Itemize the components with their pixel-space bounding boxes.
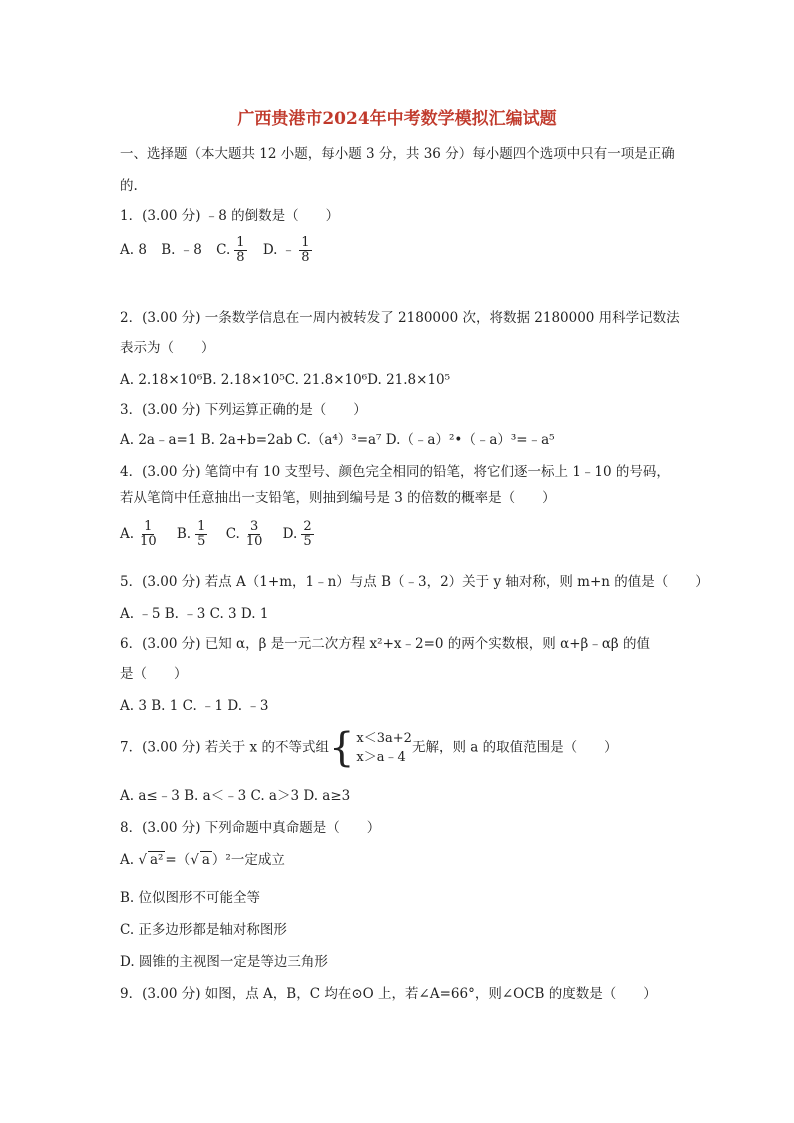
q8-option-a-label: A. [120,852,135,868]
q7-stem [120,725,618,771]
section-header-line1: 一、选择题（本大题共 12 小题，每小题 3 分，共 36 分）每小题四个选项中只有一项是正确 [120,146,675,162]
q4-options [120,520,328,549]
q7-stem-pre: 7．(3.00 分) 若关于 x 的不等式组 [120,739,329,756]
q4-stem-line2: 若从笔筒中任意抽出一支铅笔，则抽到编号是 3 的倍数的概率是（ ） [120,490,556,506]
q4-option-b [176,519,212,549]
q1-stem: 1．(3.00 分) ﹣8 的倒数是（ ） [120,208,340,224]
left-brace: { [328,725,355,771]
page-title: 广西贵港市2024年中考数学模拟汇编试题 [237,109,557,129]
q8-option-a-mid: =（ [165,852,191,868]
q2-stem-line2: 表示为（ ） [120,340,215,356]
q5-options: A. ﹣5 B. ﹣3 C. 3 D. 1 [120,606,269,622]
q4-option-a-fraction [138,520,159,549]
q1-option-d-label: D. ﹣ [262,242,296,258]
fraction-denominator: 10 [245,534,263,549]
fraction-numerator: 2 [303,519,312,534]
q4-option-c [225,519,269,549]
q1-option-c-label: C. [216,242,231,258]
fraction-denominator: 8 [236,250,245,265]
q4-option-c-label: C. [225,526,240,542]
fraction-denominator: 5 [197,534,206,549]
fraction-numerator: 1 [197,519,206,534]
q8-option-b: B. 位似图形不可能全等 [120,890,261,906]
radicand: a² [149,852,164,868]
fraction-denominator: 8 [301,250,310,265]
q3-options: A. 2a﹣a=1 B. 2a+b=2ab C.（a⁴）³=a⁷ D.（﹣a）²•（﹣a）³=﹣a⁵ [120,432,555,448]
q2-stem-line1: 2．(3.00 分) 一条数学信息在一周内被转发了 2180000 次，将数据 2180000 用科学记数法 [120,310,680,326]
section-header-line2: 的. [120,178,138,194]
q1-option-d-fraction [299,236,311,265]
sqrt-symbol: √ a [190,852,210,868]
q1-option-c-fraction [234,236,246,265]
q1-option-a: A. 8 [120,242,147,258]
q8-option-c: C. 正多边形都是轴对称图形 [120,922,287,938]
q3-stem: 3．(3.00 分) 下列运算正确的是（ ） [120,402,367,418]
q8-stem: 8．(3.00 分) 下列命题中真命题是（ ） [120,820,381,836]
sqrt-symbol: √ a² [138,852,164,868]
q4-option-c-fraction [244,520,265,549]
fraction-numerator: 1 [236,235,245,250]
q1-options [120,236,316,265]
q9-stem: 9．(3.00 分) 如图，点 A，B，C 均在⊙O 上，若∠A=66°，则∠OCB 的度数是（ ） [120,986,657,1002]
q4-option-b-fraction [195,520,207,549]
fraction-denominator: 10 [140,534,157,549]
q6-stem-line2: 是（ ） [120,666,188,682]
q6-options: A. 3 B. 1 C. ﹣1 D. ﹣3 [120,698,269,714]
fraction-numerator: 1 [144,519,153,534]
q7-options: A. a≤﹣3 B. a＜﹣3 C. a＞3 D. a≥3 [120,788,351,804]
q4-option-d-label: D. [282,526,298,542]
q8-option-a-post: ）²一定成立 [211,852,285,868]
q4-stem-line1: 4．(3.00 分) 笔筒中有 10 支型号、颜色完全相同的铅笔，将它们逐一标上 1﹣10 的号码， [120,464,670,480]
q4-option-b-label: B. [176,526,192,542]
q7-inequality-2: x＞a﹣4 [356,750,406,765]
q7-inequality-1: x＜3a+2 [356,731,412,746]
radicand: a [201,852,210,868]
q2-options: A. 2.18×10⁶B. 2.18×10⁵C. 21.8×10⁶D. 21.8×10⁵ [120,372,451,388]
q7-inequality-system [328,725,412,771]
fraction-numerator: 3 [249,519,259,534]
q8-option-d: D. 圆锥的主视图一定是等边三角形 [120,954,328,970]
q4-option-a-label: A. [120,526,135,542]
q6-stem-line1: 6．(3.00 分) 已知 α，β 是一元二次方程 x²+x﹣2=0 的两个实数根，则 α+β﹣αβ 的值 [120,636,651,652]
q1-option-c [216,235,255,265]
q7-stem-post: 无解，则 a 的取值范围是（ ） [411,739,618,756]
q4-option-d-fraction [301,520,313,549]
fraction-denominator: 5 [303,534,312,549]
q1-option-b: B. ﹣8 [161,242,202,258]
q1-option-d [262,235,316,265]
q5-stem: 5．(3.00 分) 若点 A（1+m，1﹣n）与点 B（﹣3，2）关于 y 轴对称，则 m+n 的值是（ ） [120,574,709,590]
q4-option-d [282,519,318,549]
fraction-numerator: 1 [301,235,310,250]
q8-option-a [120,850,285,870]
q4-option-a [120,519,163,549]
